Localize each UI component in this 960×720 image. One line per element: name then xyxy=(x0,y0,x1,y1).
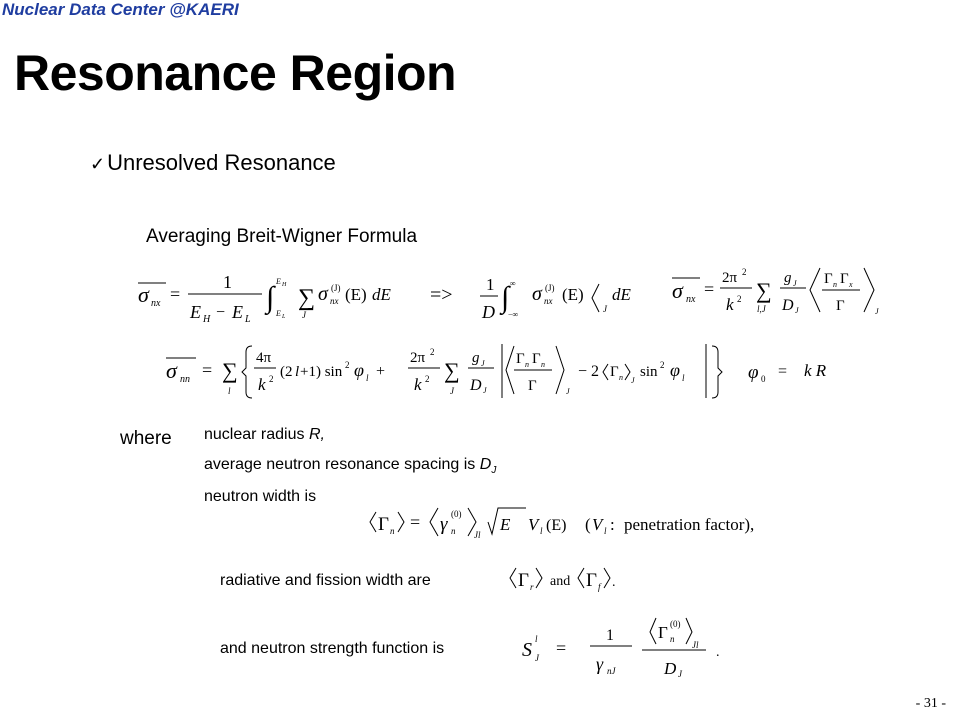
svg-text:J: J xyxy=(450,386,454,396)
svg-text:dE: dE xyxy=(612,285,631,304)
svg-text:E: E xyxy=(232,302,243,322)
svg-text:σ: σ xyxy=(672,278,683,303)
svg-text:Γ: Γ xyxy=(836,298,845,314)
svg-text:γ: γ xyxy=(440,514,448,535)
svg-text:Γ: Γ xyxy=(528,378,537,394)
svg-text:∑: ∑ xyxy=(222,358,238,383)
formula-neutron-width xyxy=(370,508,754,540)
svg-text:g: g xyxy=(472,350,480,366)
header-org: Nuclear Data Center @KAERI xyxy=(2,0,239,19)
svg-text:=: = xyxy=(410,512,421,532)
svg-text:L: L xyxy=(282,314,286,320)
svg-text:∑: ∑ xyxy=(444,358,460,383)
svg-text:D: D xyxy=(482,302,495,322)
svg-text::: : xyxy=(610,515,615,534)
svg-text:Γ: Γ xyxy=(840,271,849,287)
bullet-text: Unresolved Resonance xyxy=(107,150,336,175)
svg-text:φ: φ xyxy=(354,360,364,380)
checkmark-icon: ✓ xyxy=(90,154,106,174)
page-title: Resonance Region xyxy=(14,45,457,101)
def-spacing-sub: J xyxy=(491,465,497,477)
svg-text:(J): (J) xyxy=(545,283,555,293)
svg-text:J: J xyxy=(302,310,306,320)
svg-text:Γ: Γ xyxy=(658,623,668,642)
svg-text:Γ: Γ xyxy=(610,364,619,380)
svg-text:0: 0 xyxy=(761,374,766,384)
svg-text:nx: nx xyxy=(544,296,553,306)
svg-text:∫: ∫ xyxy=(266,281,275,314)
svg-text:k: k xyxy=(726,295,734,314)
formula-radiative-fission xyxy=(510,568,616,592)
svg-text:σ: σ xyxy=(318,283,328,305)
svg-text:dE: dE xyxy=(372,285,391,304)
svg-text:k R: k R xyxy=(804,361,827,380)
svg-text:J: J xyxy=(603,304,607,314)
svg-text:nx: nx xyxy=(686,294,696,305)
svg-text:∫: ∫ xyxy=(501,281,510,314)
def-spacing-label: average neutron resonance spacing is xyxy=(204,456,476,473)
svg-text:l: l xyxy=(535,634,538,644)
svg-text:l: l xyxy=(366,373,369,383)
svg-text:g: g xyxy=(784,270,792,286)
svg-text:H: H xyxy=(203,314,211,325)
svg-text:σ: σ xyxy=(532,283,542,305)
svg-text:1: 1 xyxy=(606,627,614,644)
svg-text:φ: φ xyxy=(748,362,759,383)
def-radius-label: nuclear radius xyxy=(204,426,305,443)
svg-text:n: n xyxy=(670,634,675,644)
where-label: where xyxy=(120,428,172,449)
svg-text:σ: σ xyxy=(166,358,177,383)
svg-text:Γ: Γ xyxy=(532,351,541,367)
svg-text:−: − xyxy=(216,304,226,321)
svg-text:l: l xyxy=(295,364,300,380)
svg-text:f: f xyxy=(598,582,601,592)
svg-text:=: = xyxy=(202,360,213,380)
svg-text:nJ: nJ xyxy=(607,666,616,676)
formula-sigma-nx-average xyxy=(672,267,879,316)
def-neutron-width: neutron width is xyxy=(204,488,317,505)
svg-text:J: J xyxy=(795,306,799,315)
svg-text:2π: 2π xyxy=(410,350,426,366)
svg-text:E: E xyxy=(500,515,511,534)
svg-text:2: 2 xyxy=(430,347,435,357)
formula-strength-function xyxy=(522,618,720,679)
svg-text:l: l xyxy=(682,373,685,383)
svg-text:=>: => xyxy=(430,284,453,306)
svg-text:n: n xyxy=(525,360,529,369)
svg-text:φ: φ xyxy=(670,360,680,380)
formula-sigma-nn xyxy=(166,344,827,398)
svg-text:∞: ∞ xyxy=(510,279,516,288)
svg-text:sin: sin xyxy=(640,364,658,380)
svg-text:Γ: Γ xyxy=(518,570,529,591)
svg-text:∑: ∑ xyxy=(756,278,772,303)
svg-text:2: 2 xyxy=(425,374,430,384)
svg-text:n: n xyxy=(541,360,545,369)
svg-text:V: V xyxy=(528,515,539,534)
svg-text:J: J xyxy=(535,653,539,663)
svg-text:Γ: Γ xyxy=(516,351,525,367)
svg-text:D: D xyxy=(782,297,794,314)
svg-text:2: 2 xyxy=(660,360,665,370)
page-number: - 31 - xyxy=(915,696,946,711)
svg-text:J: J xyxy=(678,669,682,679)
svg-text:(0): (0) xyxy=(670,619,681,629)
svg-text:l: l xyxy=(228,386,231,396)
svg-text:Jl: Jl xyxy=(692,640,699,650)
svg-text:2: 2 xyxy=(742,267,747,277)
svg-text:4π: 4π xyxy=(256,350,272,366)
svg-text:J: J xyxy=(631,376,635,385)
svg-text:H: H xyxy=(282,282,287,288)
svg-text:2π: 2π xyxy=(722,270,738,286)
svg-text:2: 2 xyxy=(345,360,350,370)
svg-text:J: J xyxy=(875,307,879,316)
svg-text:Γ: Γ xyxy=(824,271,833,287)
def-nuclear-radius xyxy=(204,426,325,444)
svg-text:γ: γ xyxy=(596,654,604,674)
svg-text:+: + xyxy=(376,363,386,380)
svg-text:E: E xyxy=(190,302,201,322)
def-spacing xyxy=(204,456,496,476)
svg-text:nx: nx xyxy=(151,298,161,309)
svg-text:(E): (E) xyxy=(562,285,584,304)
svg-text:(0): (0) xyxy=(451,509,462,519)
svg-text:S: S xyxy=(522,639,532,661)
svg-text:L: L xyxy=(245,314,251,325)
svg-text:1: 1 xyxy=(223,272,232,292)
svg-text:(E): (E) xyxy=(546,517,567,534)
svg-text:nx: nx xyxy=(330,296,339,306)
svg-text:.: . xyxy=(612,575,616,590)
svg-text:Γ: Γ xyxy=(378,514,389,535)
svg-text:n: n xyxy=(451,526,456,536)
svg-text:− 2: − 2 xyxy=(578,363,600,380)
and-text: and xyxy=(550,574,571,589)
svg-text:r: r xyxy=(530,582,534,592)
svg-text:(2: (2 xyxy=(280,364,293,380)
svg-text:J: J xyxy=(566,387,570,396)
svg-text:(J): (J) xyxy=(331,283,341,293)
svg-text:n: n xyxy=(619,373,623,382)
formula-sigma-nx-integral xyxy=(138,272,632,325)
def-radius-symbol: R, xyxy=(308,426,325,443)
svg-text:D: D xyxy=(470,377,482,394)
penetration-text: penetration factor), xyxy=(624,515,755,534)
svg-text:J: J xyxy=(793,279,797,288)
svg-text:n: n xyxy=(390,526,395,536)
svg-text:E: E xyxy=(276,309,281,318)
svg-text:=: = xyxy=(778,363,788,380)
svg-text:J: J xyxy=(483,386,487,395)
svg-text:k: k xyxy=(258,375,266,394)
svg-text:=: = xyxy=(704,279,715,299)
svg-text:V: V xyxy=(592,515,603,534)
svg-text:+1) sin: +1) sin xyxy=(300,364,343,380)
svg-text:E: E xyxy=(276,277,281,286)
svg-text:2: 2 xyxy=(737,294,742,304)
svg-text:Γ: Γ xyxy=(586,570,597,591)
svg-text:(E): (E) xyxy=(345,285,367,304)
svg-text:2: 2 xyxy=(269,374,274,384)
svg-text:l: l xyxy=(604,526,607,536)
def-strength-function: and neutron strength function is xyxy=(220,640,445,657)
svg-text:l,J: l,J xyxy=(757,304,766,314)
svg-text:x: x xyxy=(849,280,853,289)
svg-text:l: l xyxy=(540,526,543,536)
svg-text:n: n xyxy=(833,280,837,289)
svg-text:.: . xyxy=(716,645,720,660)
svg-text:−∞: −∞ xyxy=(508,310,519,319)
svg-text:1: 1 xyxy=(486,275,495,294)
svg-text:Jl: Jl xyxy=(474,530,481,540)
svg-text:J: J xyxy=(481,359,485,368)
svg-text:σ: σ xyxy=(138,282,149,307)
subhead-breit-wigner: Averaging Breit-Wigner Formula xyxy=(146,226,418,247)
def-spacing-symbol: D xyxy=(479,456,492,473)
svg-text:=: = xyxy=(170,284,181,304)
svg-text:=: = xyxy=(556,638,567,658)
svg-text:D: D xyxy=(664,659,677,678)
svg-text:nn: nn xyxy=(180,374,190,385)
svg-text:∑: ∑ xyxy=(298,285,316,311)
def-rad-fission: radiative and fission width are xyxy=(220,572,431,589)
svg-text:k: k xyxy=(414,375,422,394)
svg-text:(: ( xyxy=(585,515,591,534)
